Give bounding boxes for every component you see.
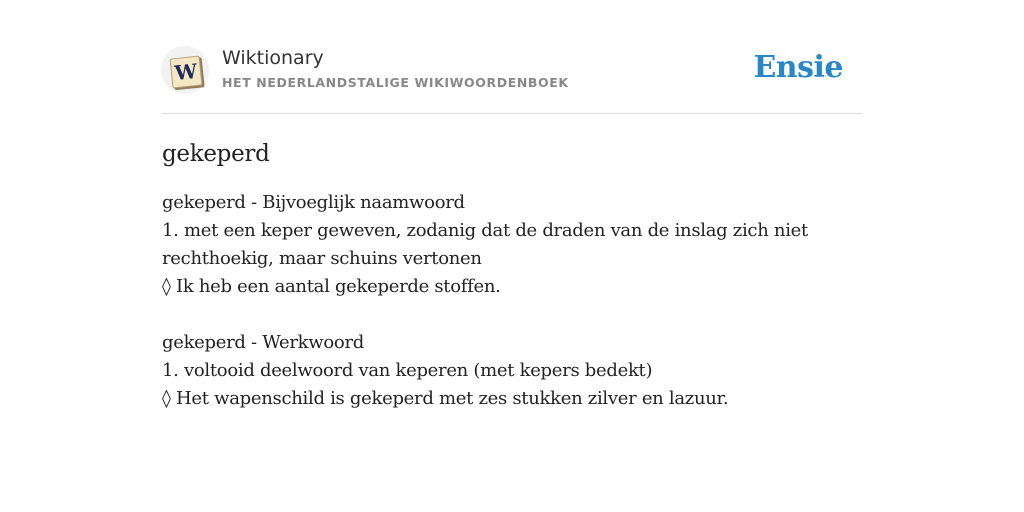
page-container — [162, 44, 862, 441]
page-title: gekeperd — [162, 141, 270, 167]
entry-definition: 1. met een keper geweven, zodanig dat de draden van de inslag zich niet rechthoekig, maar schuins vertonen — [162, 220, 808, 269]
entry-adjective — [162, 189, 862, 301]
entry-verb — [162, 329, 862, 413]
entry-example: ◊ Het wapenschild is gekeperd met zes stukken zilver en lazuur. — [162, 388, 729, 409]
entry-example: ◊ Ik heb een aantal gekeperde stoffen. — [162, 276, 501, 297]
site-header — [162, 44, 862, 114]
site-name[interactable]: Wiktionary — [222, 47, 324, 69]
wiktionary-tile-icon: W — [170, 56, 203, 89]
entry-definition: 1. voltooid deelwoord van keperen (met kepers bedekt) — [162, 360, 653, 381]
entry-heading: gekeperd - Werkwoord — [162, 332, 364, 353]
wiktionary-logo[interactable] — [162, 47, 208, 93]
ensie-logo-link[interactable]: Ensie — [753, 50, 843, 85]
entries — [162, 189, 862, 413]
site-tagline: HET NEDERLANDSTALIGE WIKIWOORDENBOEK — [222, 75, 569, 90]
entry-heading: gekeperd - Bijvoeglijk naamwoord — [162, 192, 465, 213]
